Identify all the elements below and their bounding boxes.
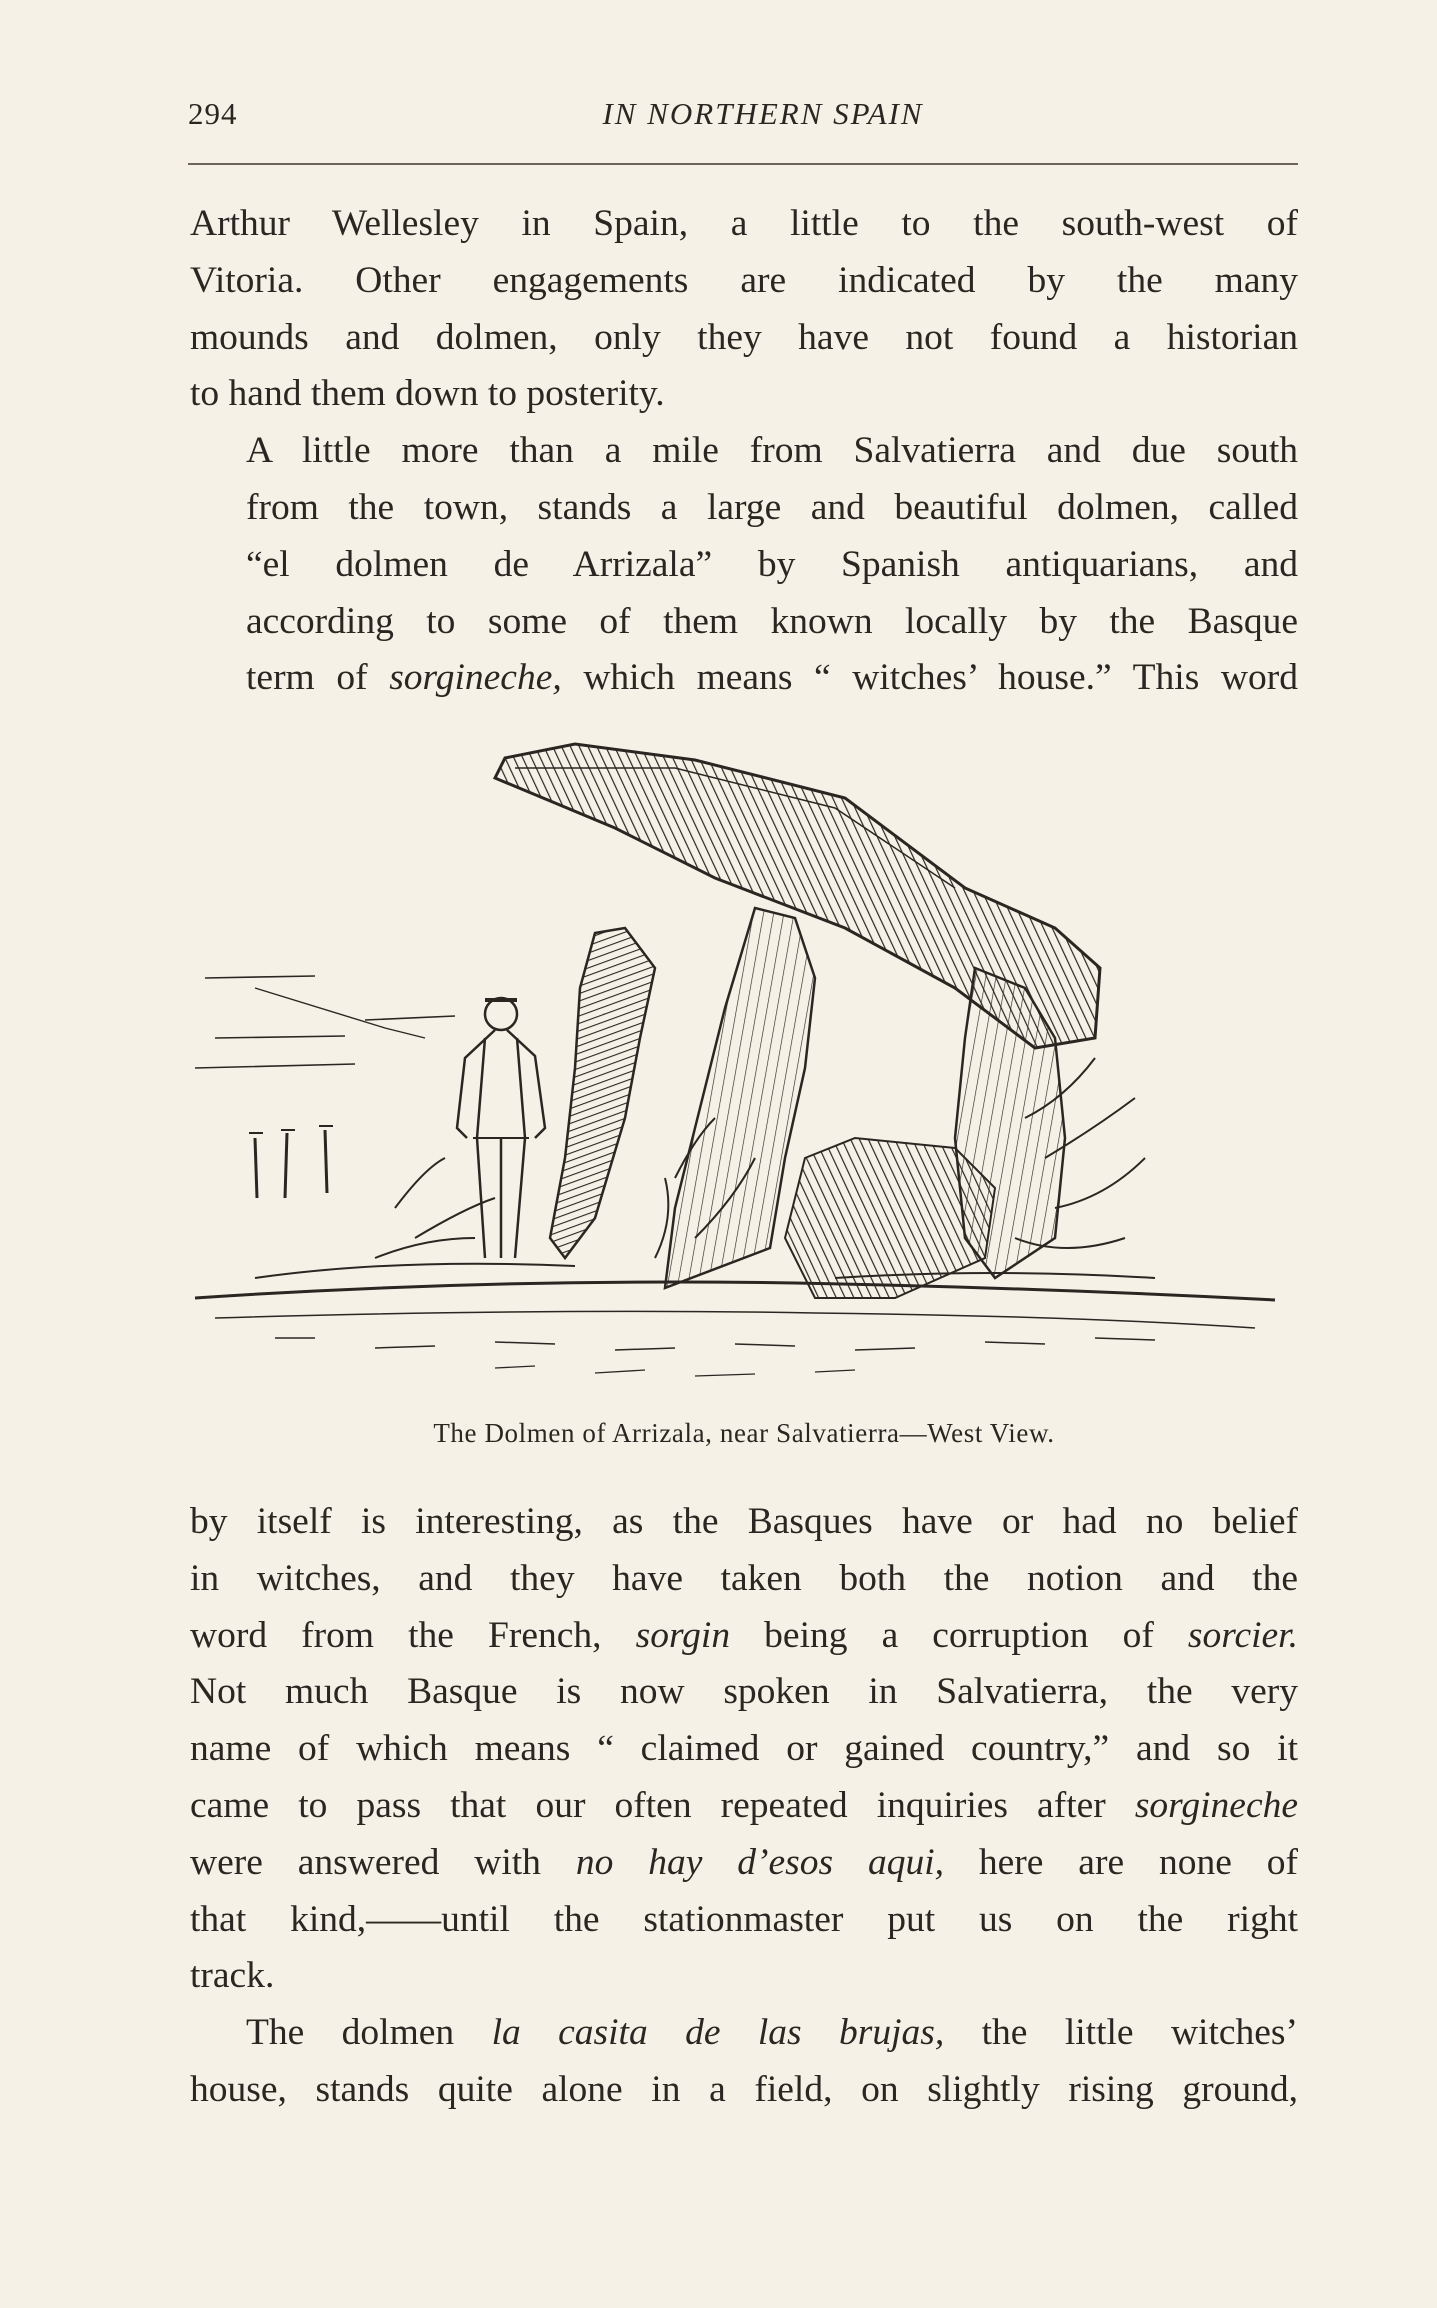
italic-term: la casita de las brujas, [491, 2012, 945, 2054]
text-run: the little witches’ [944, 2012, 1298, 2054]
italic-term: sorgineche, [389, 657, 562, 699]
text-line [190, 1608, 1298, 1665]
text-run: The dolmen [246, 2012, 492, 2054]
text-line: Not much Basque is now spoken in Salvatierra, the very [190, 1671, 1298, 1713]
text-run: which means “ witches’ house.” This word [561, 657, 1298, 699]
text-line: mounds and dolmen, only they have not found a historian [190, 316, 1298, 358]
italic-term: sorgineche [1134, 1784, 1298, 1826]
text-line: Vitoria. Other engagements are indicated by the many [190, 259, 1298, 301]
paragraph-3 [190, 1494, 1298, 2005]
text-run: being a corruption of [730, 1614, 1188, 1656]
text-block-top [190, 196, 1298, 707]
text-run: word from the French, [190, 1614, 636, 1656]
running-head [188, 96, 1298, 140]
italic-term: sorcier. [1187, 1614, 1298, 1656]
paragraph-4 [190, 2005, 1298, 2119]
figure-caption: The Dolmen of Arrizala, near Salvatierra—West View. [433, 1418, 1055, 1448]
text-run: term of [246, 657, 390, 699]
text-line: according to some of them known locally by the Basque [246, 600, 1298, 642]
text-line: that kind,——until the stationmaster put us on the right [190, 1898, 1298, 1940]
header-rule [188, 163, 1298, 165]
italic-term: no hay d’esos aqui, [575, 1841, 944, 1883]
paragraph-1 [190, 196, 1298, 423]
text-block-bottom [190, 1494, 1298, 2119]
text-line [190, 650, 1298, 707]
dolmen-engraving [195, 738, 1285, 1398]
text-line: “el dolmen de Arrizala” by Spanish antiquarians, and [246, 543, 1298, 585]
text-line: track. [190, 1955, 275, 1997]
page-number: 294 [188, 96, 238, 131]
paragraph-2 [190, 423, 1298, 707]
text-line [190, 1778, 1298, 1835]
text-line: to hand them down to posterity. [190, 373, 665, 415]
text-line: name of which means “ claimed or gained country,” and so it [190, 1728, 1298, 1770]
text-line: in witches, and they have taken both the notion and the [190, 1557, 1298, 1599]
text-line: A little more than a mile from Salvatierra and due south [246, 430, 1298, 472]
text-line: Arthur Wellesley in Spain, a little to the south-west of [190, 203, 1298, 244]
text-run: here are none of [944, 1841, 1299, 1883]
text-run: were answered with [190, 1841, 576, 1883]
italic-term: sorgin [635, 1614, 731, 1656]
text-line: from the town, stands a large and beautiful dolmen, called [246, 486, 1298, 528]
text-line: house, stands quite alone in a field, on slightly rising ground, [190, 2068, 1298, 2110]
text-line: by itself is interesting, as the Basques have or had no belief [190, 1501, 1298, 1542]
dolmen-illustration [195, 738, 1285, 1398]
text-line [190, 1835, 1298, 1892]
text-line [190, 2005, 1298, 2062]
running-title: IN NORTHERN SPAIN [602, 96, 924, 131]
text-run: came to pass that our often repeated inquiries after [190, 1784, 1135, 1826]
